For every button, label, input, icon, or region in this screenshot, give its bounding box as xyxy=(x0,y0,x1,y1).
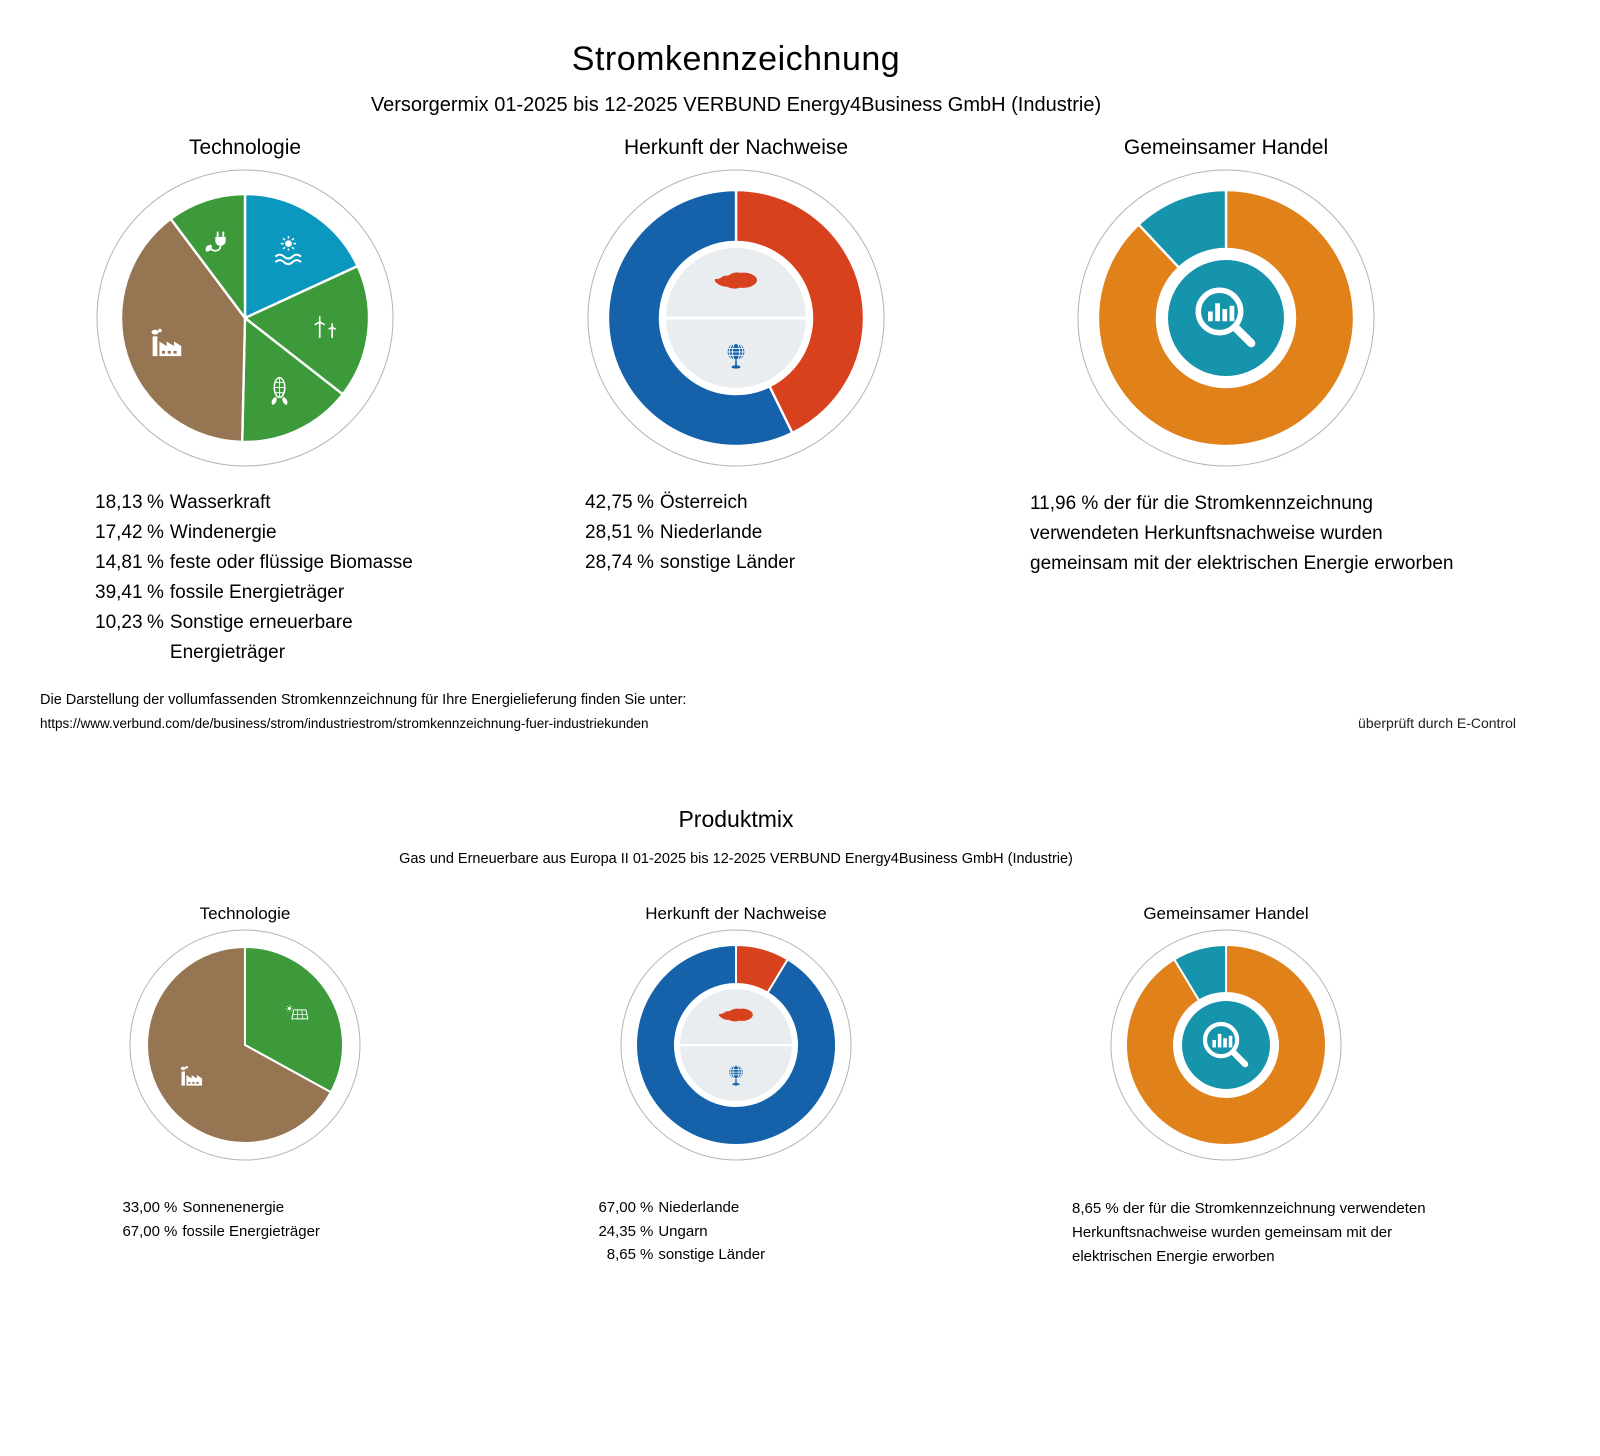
legend-supplier-technology xyxy=(95,488,442,668)
donut-chart-supplier-joint-trade xyxy=(1076,168,1376,468)
chart-title-supplier-technology: Technologie xyxy=(188,136,302,159)
legend-item xyxy=(585,518,795,548)
legend-label: Windenergie xyxy=(169,522,277,543)
legend-value: 24,35 xyxy=(598,1222,636,1240)
percent-sign: % xyxy=(147,492,164,513)
legend-value: 18,13 xyxy=(95,492,143,513)
chart-title-product-technology: Technologie xyxy=(199,904,291,923)
legend-label: Niederlande xyxy=(659,522,763,543)
legend-value: 67,00 xyxy=(598,1199,636,1216)
percent-sign: % xyxy=(637,522,654,543)
product-section-title: Produktmix xyxy=(678,806,794,832)
legend-label: Wasserkraft xyxy=(169,492,271,513)
legend-label: sonstige Länder xyxy=(659,552,796,573)
legend-product-origin xyxy=(598,1196,765,1267)
percent-sign: % xyxy=(147,522,164,543)
legend-label: Sonstige erneuerbare Energieträger xyxy=(169,612,353,663)
legend-value: 28,74 xyxy=(585,552,633,573)
legend-item xyxy=(95,608,442,668)
percent-sign: % xyxy=(640,1199,654,1216)
legend-label: Österreich xyxy=(659,492,748,513)
percent-sign: % xyxy=(640,1246,654,1263)
percent-sign: % xyxy=(640,1222,654,1240)
chart-title-supplier-joint-trade: Gemeinsamer Handel xyxy=(1123,136,1329,159)
verified-by-label: überprüft durch E-Control xyxy=(1358,715,1516,731)
product-section-subtitle: Gas und Erneuerbare aus Europa II 01-2025 bis 12-2025 VERBUND Energy4Business GmbH (Industrie) xyxy=(399,851,1073,867)
legend-item xyxy=(598,1196,765,1220)
legend-label: Niederlande xyxy=(658,1199,740,1216)
legend-label: fossile Energieträger xyxy=(169,582,345,603)
footer-note: Die Darstellung der vollumfassenden Stromkennzeichnung für Ihre Energielieferung finden Sie unter: xyxy=(40,692,687,708)
legend-item xyxy=(585,488,795,518)
donut-chart-supplier-origin xyxy=(586,168,886,468)
legend-supplier-origin xyxy=(585,488,795,578)
legend-value: 8,65 xyxy=(606,1246,636,1263)
percent-sign: % xyxy=(147,612,164,633)
legend-item xyxy=(95,488,442,518)
legend-label: fossile Energieträger xyxy=(182,1222,320,1240)
chart-title-product-origin: Herkunft der Nachweise xyxy=(645,904,827,923)
legend-value: 10,23 xyxy=(95,612,143,633)
pie-chart-supplier-technology xyxy=(95,168,395,468)
donut-chart-product-origin xyxy=(616,925,856,1165)
legend-supplier-joint-trade: 11,96 % der für die Stromkennzeichnung verwendeten Herkunftsnachweise wurden gemeinsam mit der elektrischen Energie erworben xyxy=(1030,493,1454,574)
percent-sign: % xyxy=(147,582,164,603)
footer-url-link[interactable]: https://www.verbund.com/de/business/strom/industriestrom/stromkennzeichnung-fuer-industriekunden xyxy=(40,716,649,731)
legend-value: 14,81 xyxy=(95,552,143,573)
legend-label: Ungarn xyxy=(658,1222,708,1240)
legend-value: 28,51 xyxy=(585,522,633,543)
legend-value: 17,42 xyxy=(95,522,143,543)
page-subtitle: Versorgermix 01-2025 bis 12-2025 VERBUND Energy4Business GmbH (Industrie) xyxy=(370,94,1102,116)
legend-item xyxy=(598,1220,765,1244)
legend-item xyxy=(122,1196,320,1220)
legend-label: feste oder flüssige Biomasse xyxy=(169,552,413,573)
chart-title-supplier-origin: Herkunft der Nachweise xyxy=(623,136,849,159)
legend-value: 33,00 xyxy=(122,1199,160,1216)
percent-sign: % xyxy=(164,1222,178,1240)
legend-value: 39,41 xyxy=(95,582,143,603)
legend-item xyxy=(95,518,442,548)
legend-item xyxy=(95,548,442,578)
legend-label: sonstige Länder xyxy=(658,1246,766,1263)
percent-sign: % xyxy=(164,1199,178,1216)
legend-item xyxy=(122,1220,320,1244)
percent-sign: % xyxy=(637,492,654,513)
legend-value: 42,75 xyxy=(585,492,633,513)
pie-chart-product-technology xyxy=(125,925,365,1165)
legend-label: Sonnenenergie xyxy=(182,1199,285,1216)
legend-value: 67,00 xyxy=(122,1222,160,1240)
legend-item xyxy=(585,548,795,578)
legend-product-joint-trade: 8,65 % der für die Stromkennzeichnung verwendeten Herkunftsnachweise wurden gemeinsam mit der elektrischen Energie erworben xyxy=(1072,1200,1426,1265)
donut-chart-product-joint-trade xyxy=(1106,925,1346,1165)
page-title: Stromkennzeichnung xyxy=(571,40,901,78)
legend-product-technology xyxy=(122,1196,320,1243)
percent-sign: % xyxy=(147,552,164,573)
legend-item xyxy=(95,578,442,608)
legend-item xyxy=(598,1243,765,1267)
chart-title-product-joint-trade: Gemeinsamer Handel xyxy=(1143,904,1309,923)
percent-sign: % xyxy=(637,552,654,573)
